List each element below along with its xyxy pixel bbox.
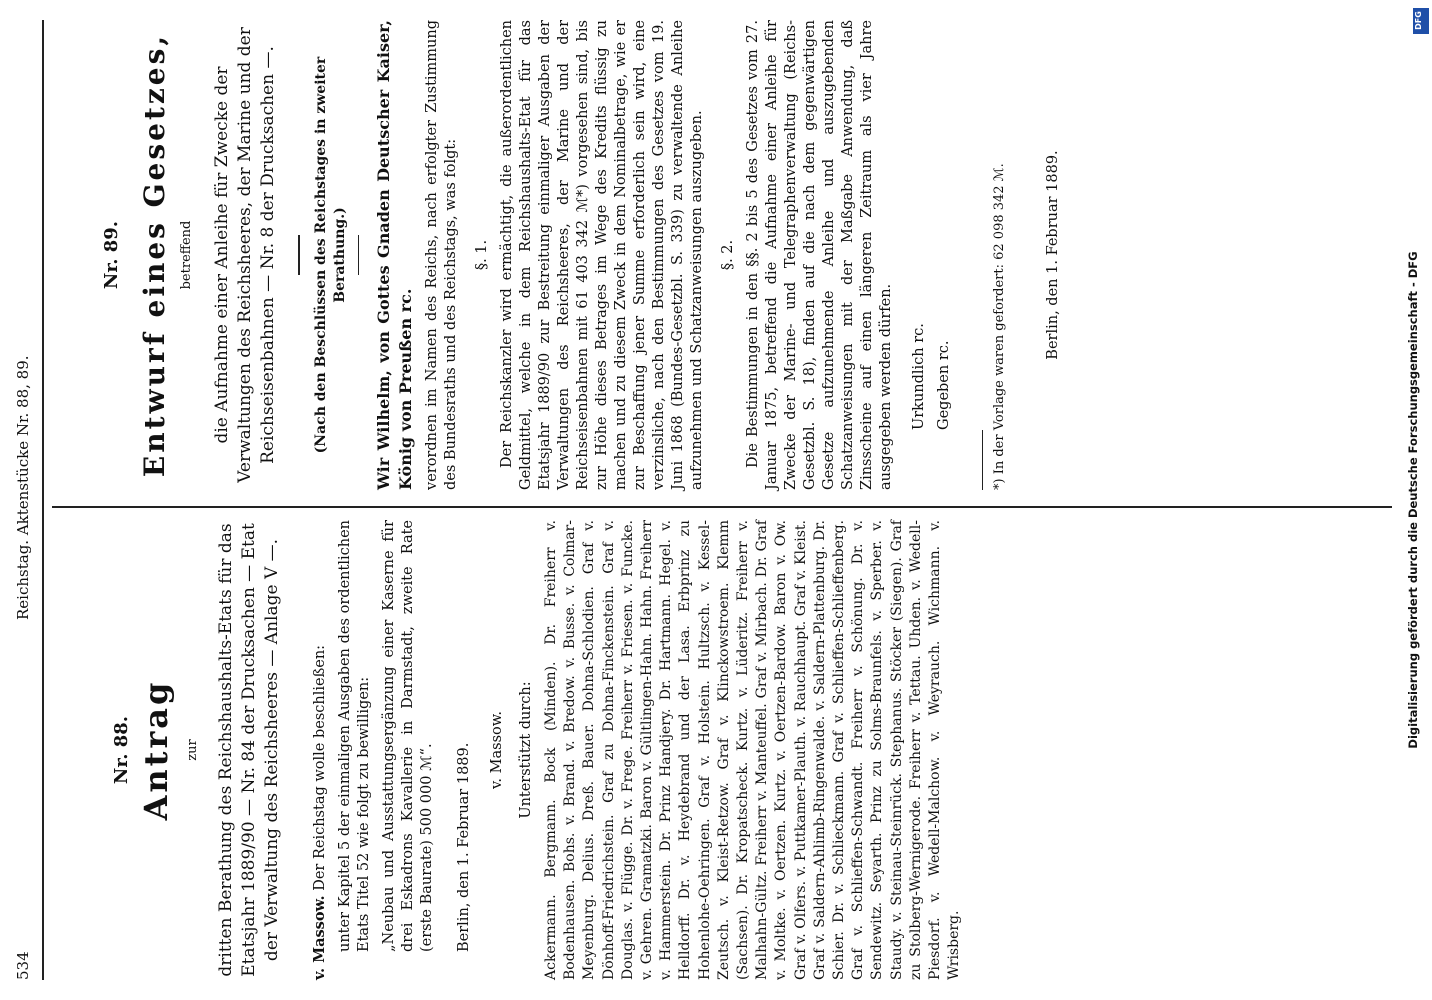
entwurf-wir: Wir Wilhelm, von Gottes Gnaden Deutscher Kaiser, König von Preußen rc.	[374, 20, 415, 490]
dfg-logo-text: DFG	[1413, 11, 1423, 30]
doc-betreffend: betreffend	[179, 220, 194, 290]
left-column	[62, 520, 964, 980]
antrag-signature: v. Massow.	[489, 710, 505, 790]
doc-number-89: Nr. 89.	[101, 220, 122, 290]
doc-zur: zur	[185, 739, 200, 761]
antrag-supported: Unterstützt durch:	[518, 681, 534, 819]
column-divider	[52, 507, 1392, 509]
antrag-subject: dritten Berathung des Reichshaushalts-Etats für das Etatsjahr 1889/90 — Nr. 84 der Drucksachen — Etat der Verwaltung des Reichsheeres — Anlage V —.	[216, 523, 282, 977]
antrag-place-date: Berlin, den 1. Februar 1889.	[456, 742, 472, 952]
entwurf-note: (Nach den Beschlüssen des Reichstages in zweiter Berathung.)	[312, 56, 348, 454]
entwurf-verordnen: verordnen im Namen des Reichs, nach erfolgter Zustimmung des Bundesraths und des Reichstags, was folgt:	[424, 20, 459, 490]
short-rule-2	[358, 235, 360, 275]
doc-title-antrag: Antrag	[137, 679, 175, 821]
gegeben-text: Gegeben rc.	[936, 340, 952, 430]
entwurf-subject: die Aufnahme einer Anleihe für Zwecke der Verwaltungen des Reichsheeres, der Marine und der Reichseisenbahnen — Nr. 8 der Drucksachen —.	[212, 27, 278, 483]
entwurf-place-date: Berlin, den 1. Februar 1889.	[1045, 150, 1061, 360]
section-2-title: §. 2.	[720, 239, 736, 271]
footnote-rule	[982, 430, 983, 490]
funding-note-text: Digitalisierung gefördert durch die Deutsche Forschungsgemeinschaft - DFG	[1406, 251, 1420, 749]
section-2-text: Die Bestimmungen in den §§. 2 bis 5 des Gesetzes vom 27. Januar 1875, betreffend die Aufnahme einer Anleihe für Zwecke der Marine- und Telegraphenverwaltung (Reichs-Gesetzbl. S. 18), finden auf die nach dem gegenwärtigen Gesetze aufzunehmende Anleihe und auszugebenden Schatzanweisungen mit der Maßgabe Anwendung, daß Zinsscheine auf einen längeren Zeitraum als vier Jahre ausgegeben werden dürfen.	[745, 20, 894, 490]
section-1-title: §. 1.	[474, 239, 490, 271]
antrag-body-1: unter Kapitel 5 der einmaligen Ausgaben des ordentlichen Etats Titel 52 wie folgt zu bewilligen:	[337, 520, 372, 952]
page-header-title: Reichstag. Aktenstücke Nr. 88, 89.	[14, 355, 32, 620]
page-number: 534	[14, 951, 32, 980]
antrag-author: v. Massow.	[311, 895, 328, 980]
antrag-signers-list: Ackermann. Bergmann. Bock (Minden). Dr. Freiherr v. Bodenhausen. Bohs. v. Brand. v. Bredow. v. Busse. v. Colmar-Meyenburg. Delius. Dreß. Bauer. Dohna-Schlodien. Graf v. Dönhoff-Friedrichstein. Graf zu Dohna-Finckenstein. Graf v. Douglas. v. Flügge. Dr. v. Frege. Freiherr v. Friesen. v. Funcke. v. Gehren. Gramatzki. Baron v. Gültlingen-Hahn. Hahn. Freiherr v. Hammerstein. Dr. Prinz Handjery. Dr. Hartmann. Hegel. v. Helldorff. Dr. v. Heydebrand und der Lasa. Erbprinz zu Hohenlohe-Oehringen. Graf v. Holstein. Hultzsch. v. Kessel-Zeutsch. v. Kleist-Retzow. Graf v. Klinckowstroem. Klemm (Sachsen). Dr. Kropatscheck. Kurtz. v. Lüderitz. Freiherr v. Malhahn-Gültz. Freiherr v. Manteuffel. Graf v. Mirbach. Dr. Graf v. Moltke. v. Oertzen. Kurtz. v. Oertzen-Bardow. Baron v. Ow. Graf v. Olfers. v. Puttkamer-Plauth. v. Rauchhaupt. Graf v. Kleist. Graf v. Saldern-Ahlimb-Ringenwalde. v. Saldern-Plattenburg. Dr. Schier. Dr. v. Schlieckmann. Graf v. Schlieffen-Schlieffenberg. Graf v. Schlieffen-Schwandt. Freiherr v. Schönung. Dr. v. Sendewitz. Seyarth. Prinz zu Solms-Braunfels. v. Sperber. v. Staudy. v. Steinau-Steinrück. Stephanus. Stöcker (Siegen). Graf zu Stolberg-Wernigerode. Freiherr v. Tettau. Uhden. v. Wedell-Piesdorf. v. Wedell-Malchow. v. Weyrauch. Wichmann. v. Wrisberg.	[543, 520, 963, 980]
header-rule	[42, 20, 44, 980]
right-column	[62, 20, 1069, 490]
short-rule-1	[298, 235, 300, 275]
antrag-body-2: „Neubau und Ausstattungsergänzung einer Kaserne für drei Eskadrons Kavallerie in Darmstadt, zweite Rate (erste Baurate) 500 000 ℳ“.	[381, 520, 435, 952]
footnote: *) In der Vorlage waren gefordert: 62 098 342 ℳ.	[992, 163, 1007, 490]
urkundlich-text: Urkundlich rc.	[911, 323, 927, 430]
doc-number-88: Nr. 88.	[111, 715, 132, 785]
funding-side-note	[1398, 10, 1428, 990]
doc-title-entwurf: Entwurf eines Gesetzes,	[138, 32, 171, 478]
dfg-logo-icon	[1413, 8, 1429, 34]
section-1-text: Der Reichskanzler wird ermächtigt, die außerordentlichen Geldmittel, welche in dem Reichshaushalts-Etat für das Etatsjahr 1889/90 zur Bestreitung einmaliger Ausgaben der Verwaltungen des Reichsheeres, der Marine und der Reichseisenbahnen mit 61 403 342 ℳ*) vorgesehen sind, bis zur Höhe dieses Betrages im Wege des Kredits flüssig zu machen und zu diesem Zweck in dem Nominalbetrage, wie er zur Beschaffung jener Summe erforderlich sein wird, eine verzinsliche, nach den Bestimmungen des Gesetzes vom 19. Juni 1868 (Bundes-Gesetzbl. S. 339) zu verwaltende Anleihe aufzunehmen und Schatzanweisungen auszugeben.	[499, 20, 705, 490]
antrag-intro: Der Reichstag wolle beschließen:	[312, 644, 328, 891]
